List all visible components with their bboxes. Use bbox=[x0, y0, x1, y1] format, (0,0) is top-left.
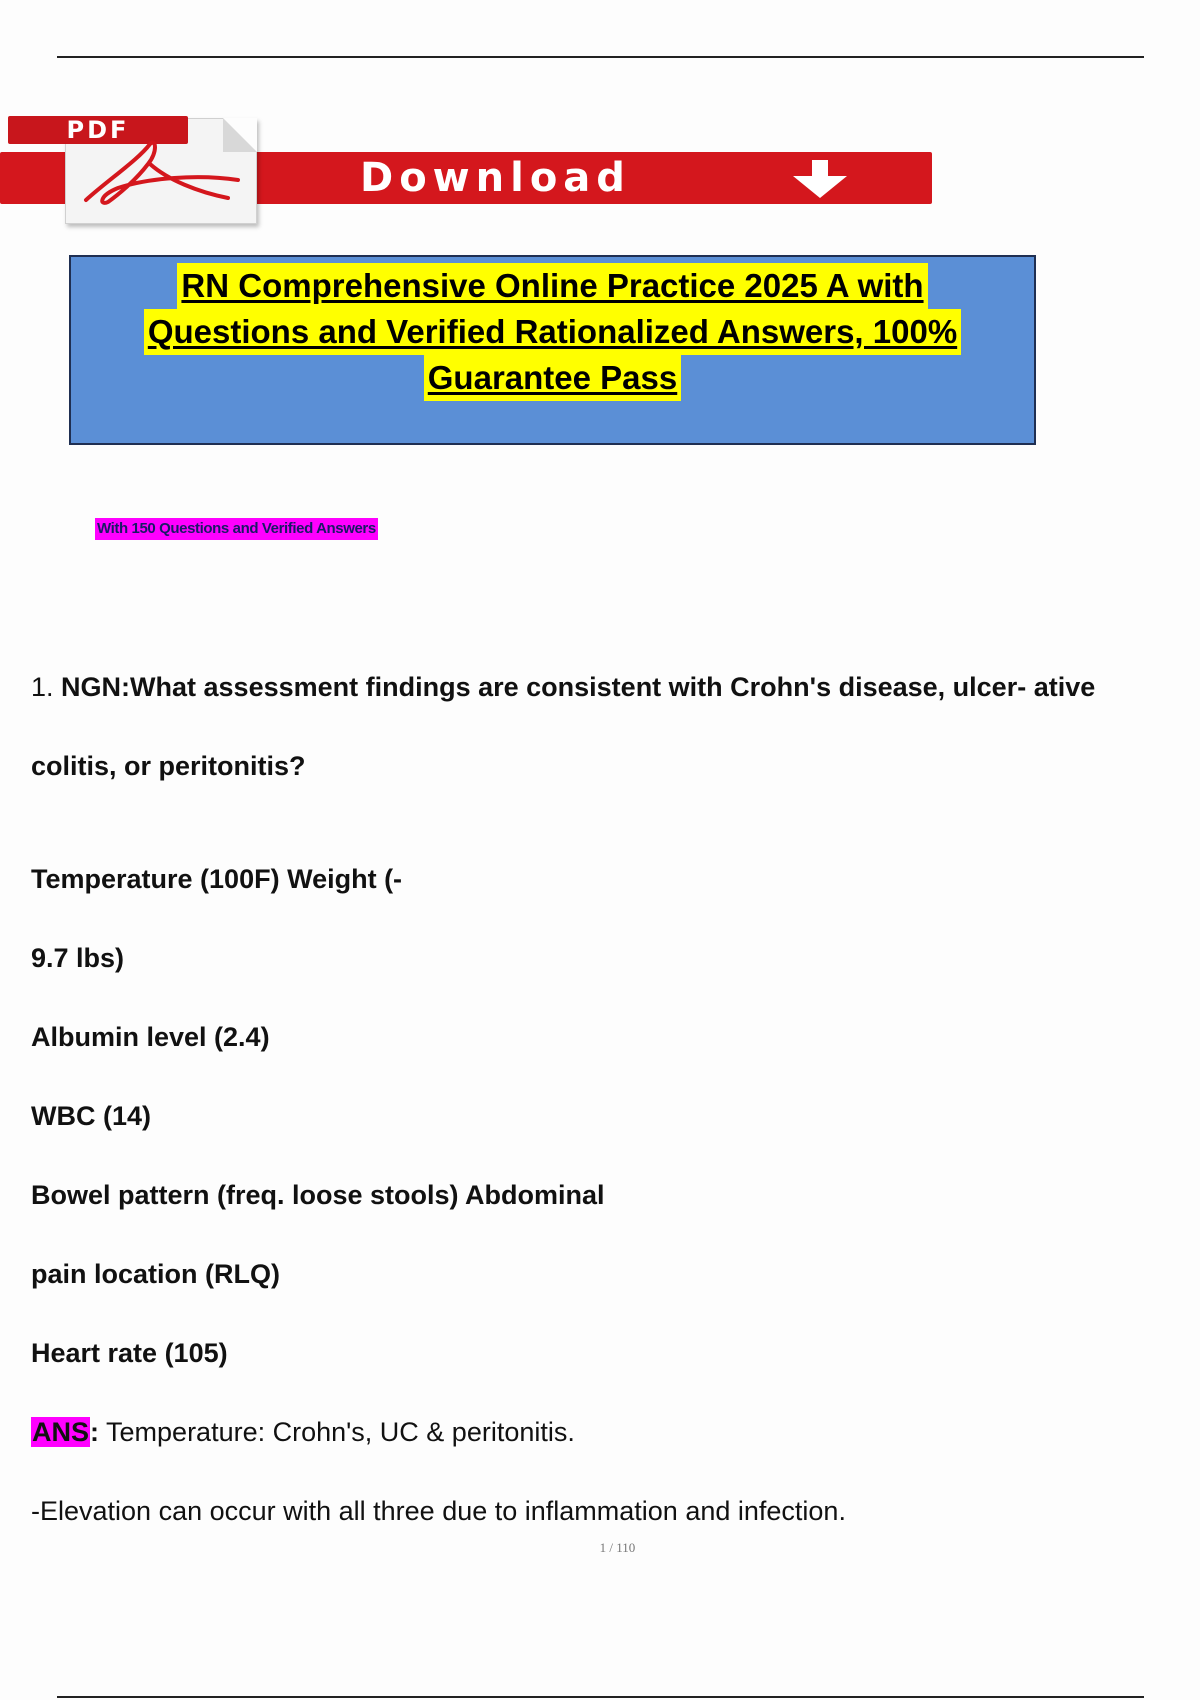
title-line-1: RN Comprehensive Online Practice 2025 A with bbox=[177, 263, 927, 309]
pdf-tag: PDF bbox=[8, 116, 188, 144]
bottom-rule bbox=[57, 1696, 1144, 1698]
title-line-2: Questions and Verified Rationalized Answers, 100% bbox=[144, 309, 961, 355]
finding-line: Temperature (100F) Weight (- bbox=[31, 864, 403, 894]
finding-line: Heart rate (105) bbox=[31, 1338, 228, 1368]
document-title-box bbox=[69, 255, 1036, 445]
download-label[interactable]: Download bbox=[360, 155, 631, 201]
finding-line: 9.7 lbs) bbox=[31, 943, 125, 973]
acrobat-swirl-icon bbox=[78, 140, 248, 210]
subtitle-badge: With 150 Questions and Verified Answers bbox=[95, 518, 378, 540]
page-number: 1 / 110 bbox=[599, 1540, 636, 1555]
question-line-2: colitis, or peritonitis? bbox=[31, 751, 306, 781]
question-line-1 bbox=[31, 672, 1095, 703]
title-line-3: Guarantee Pass bbox=[424, 355, 681, 401]
answer-colon: : bbox=[90, 1417, 100, 1447]
top-rule bbox=[57, 56, 1144, 58]
answer-text: Temperature: Crohn's, UC & peritonitis. bbox=[99, 1417, 575, 1447]
question-number: 1. bbox=[31, 672, 54, 702]
finding-line: Albumin level (2.4) bbox=[31, 1022, 270, 1052]
finding-line: pain location (RLQ) bbox=[31, 1259, 280, 1289]
answer-rationale: -Elevation can occur with all three due to inflammation and infection. bbox=[31, 1496, 846, 1526]
finding-line: WBC (14) bbox=[31, 1101, 151, 1131]
question-text-1: NGN:What assessment findings are consistent with Crohn's disease, ulcer- ative bbox=[61, 672, 1096, 702]
finding-line: Bowel pattern (freq. loose stools) Abdominal bbox=[31, 1180, 605, 1210]
download-arrow-icon bbox=[785, 160, 855, 198]
answer-line bbox=[31, 1417, 575, 1448]
answer-tag: ANS bbox=[32, 1417, 90, 1447]
